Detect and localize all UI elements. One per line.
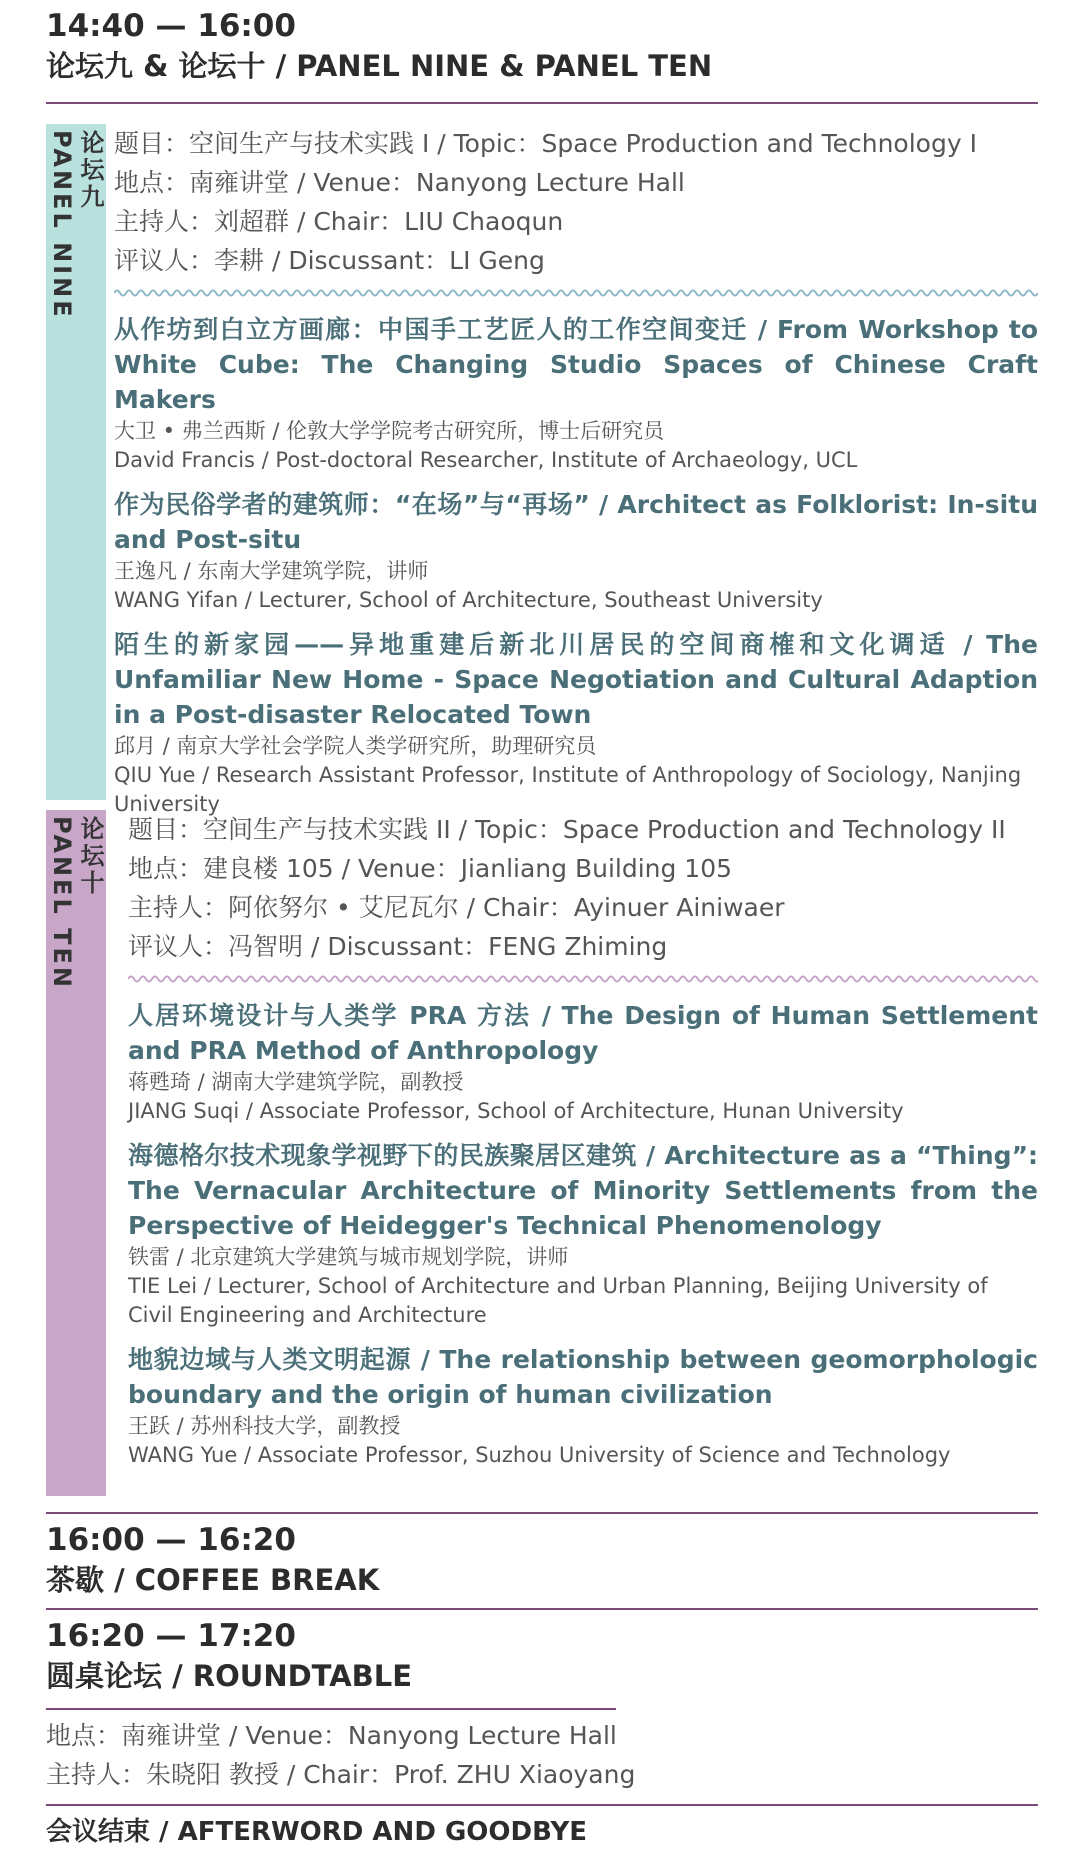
paper-item (128, 1342, 1038, 1470)
roundtable-time: 16:20 — 17:20 (46, 1618, 296, 1654)
paper-title: 从作坊到白立方画廊：中国手工艺匠人的工作空间变迁 / From Workshop to White Cube: The Changing Studio Spaces of Chinese Craft Makers (114, 315, 1038, 414)
session-header (46, 6, 1038, 104)
panel-ten (46, 810, 1038, 1490)
roundtable-venue: 地点：南雍讲堂 / Venue：Nanyong Lecture Hall (46, 1721, 617, 1750)
panel-ten-label (46, 810, 106, 1496)
paper-author-cn: 大卫 • 弗兰西斯 / 伦敦大学学院考古研究所，博士后研究员 (114, 419, 665, 443)
divider (46, 1608, 1038, 1610)
closing-title: 会议结束 / AFTERWORD AND GOODBYE (46, 1817, 588, 1847)
paper-author-cn: 蒋甦琦 / 湖南大学建筑学院，副教授 (128, 1070, 464, 1094)
panel-ten-venue: 地点：建良楼 105 / Venue：Jianliang Building 105 (128, 854, 733, 883)
panel-ten-body (128, 810, 1038, 1482)
paper-title: 作为民俗学者的建筑师：“在场”与“再场” / Architect as Folklorist: In-situ and Post-situ (114, 490, 1038, 554)
coffee-break-title: 茶歇 / COFFEE BREAK (46, 1563, 380, 1597)
roundtable-section (46, 1616, 1038, 1852)
coffee-break-section (46, 1512, 1038, 1610)
panel-nine-discussant: 评议人：李耕 / Discussant：LI Geng (114, 246, 545, 275)
panel-nine-body (114, 124, 1038, 831)
paper-author-en: WANG Yue / Associate Professor, Suzhou University of Science and Technology (128, 1443, 951, 1467)
coffee-break-time: 16:00 — 16:20 (46, 1522, 296, 1558)
paper-item (114, 487, 1038, 615)
paper-author-cn: 王跃 / 苏州科技大学，副教授 (128, 1414, 401, 1438)
paper-item (128, 1138, 1038, 1330)
panel-nine-label (46, 124, 106, 800)
paper-item (128, 998, 1038, 1126)
paper-title: 人居环境设计与人类学 PRA 方法 / The Design of Human Settlement and PRA Method of Anthropology (128, 1001, 1038, 1065)
wavy-divider (114, 286, 1038, 300)
panel-nine (46, 124, 1038, 816)
panel-nine-topic: 题目：空间生产与技术实践 Ⅰ / Topic：Space Production and Technology I (114, 129, 977, 158)
session-time: 14:40 — 16:00 (46, 8, 296, 44)
paper-author-cn: 邱月 / 南京大学社会学院人类学研究所，助理研究员 (114, 734, 597, 758)
panel-ten-label-text: 论坛十 PANEL TEN (48, 816, 104, 990)
panel-nine-venue: 地点：南雍讲堂 / Venue：Nanyong Lecture Hall (114, 168, 685, 197)
paper-author-en: QIU Yue / Research Assistant Professor, Institute of Anthropology of Sociology, Nanjing University (114, 763, 1022, 816)
paper-title: 陌生的新家园——异地重建后新北川居民的空间商榷和文化调适 / The Unfamiliar New Home - Space Negotiation and Cultural Adaption in a Post-disaster Relocated Town (114, 630, 1038, 729)
paper-item (114, 627, 1038, 819)
divider (46, 1708, 616, 1710)
panel-nine-chair: 主持人：刘超群 / Chair：LIU Chaoqun (114, 207, 564, 236)
paper-item (114, 312, 1038, 475)
paper-author-en: TIE Lei / Lecturer, School of Architecture and Urban Planning, Beijing University of Civil Engineering and Architecture (128, 1274, 988, 1327)
paper-title: 海德格尔技术现象学视野下的民族聚居区建筑 / Architecture as a “Thing”: The Vernacular Architecture of Minority Settlements from the Perspective of Heidegger's Technical Phenomenology (128, 1141, 1038, 1240)
session-title: 论坛九 & 论坛十 / PANEL NINE & PANEL TEN (46, 49, 713, 83)
paper-author-cn: 王逸凡 / 东南大学建筑学院，讲师 (114, 559, 429, 583)
panel-ten-discussant: 评议人：冯智明 / Discussant：FENG Zhiming (128, 932, 668, 961)
divider (46, 1512, 1038, 1514)
panel-nine-label-text: 论坛九 PANEL NINE (48, 130, 104, 320)
panel-ten-topic: 题目：空间生产与技术实践 II / Topic：Space Production and Technology II (128, 815, 1006, 844)
roundtable-title: 圆桌论坛 / ROUNDTABLE (46, 1659, 413, 1693)
divider (46, 102, 1038, 104)
paper-author-en: WANG Yifan / Lecturer, School of Architecture, Southeast University (114, 588, 823, 612)
paper-title: 地貌边域与人类文明起源 / The relationship between geomorphologic boundary and the origin of human civilization (128, 1345, 1038, 1409)
divider (46, 1804, 1038, 1806)
paper-author-cn: 铁雷 / 北京建筑大学建筑与城市规划学院，讲师 (128, 1245, 569, 1269)
paper-author-en: David Francis / Post-doctoral Researcher, Institute of Archaeology, UCL (114, 448, 858, 472)
panel-ten-chair: 主持人：阿依努尔 • 艾尼瓦尔 / Chair：Ayinuer Ainiwaer (128, 893, 785, 922)
paper-author-en: JIANG Suqi / Associate Professor, School of Architecture, Hunan University (128, 1099, 904, 1123)
wavy-divider (128, 972, 1038, 986)
roundtable-chair: 主持人：朱晓阳 教授 / Chair：Prof. ZHU Xiaoyang (46, 1760, 636, 1789)
